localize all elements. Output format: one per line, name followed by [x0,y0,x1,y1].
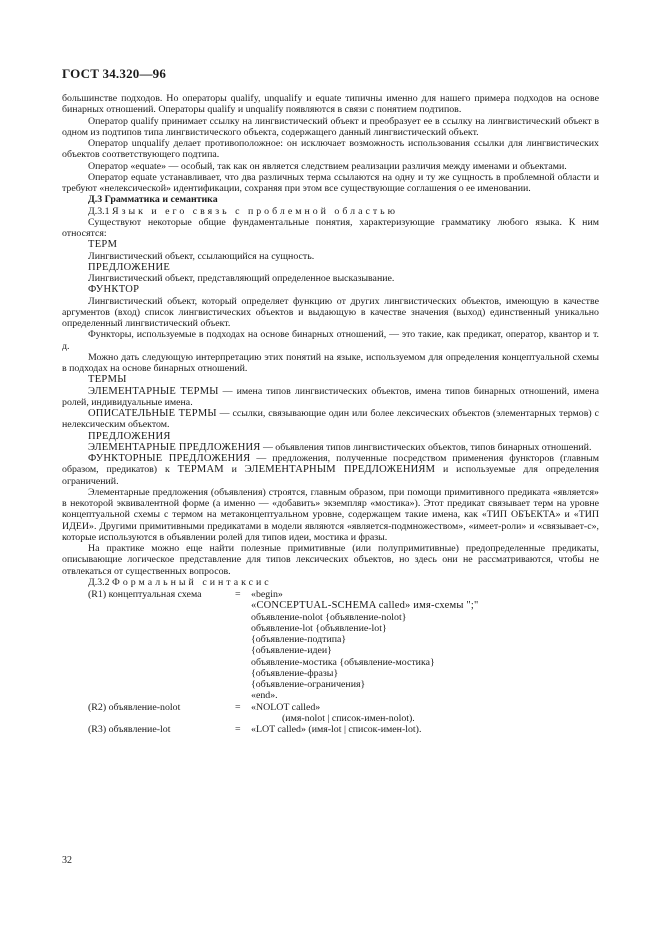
rule-line: объявление-nolot {объявление-nolot} [251,611,407,623]
rule-line: {объявление-фразы} [251,667,339,679]
descriptive-terms [62,408,599,431]
section-title: Язык и его связь с проблемной областью [112,205,399,217]
paragraph: Оператор equate устанавливает, что два различных терма ссылаются на одну и ту же сущность в проблемной области и требуют «нелексической» идентификации, сохраняя при этом все существующие соглашения о ее именовании. [62,171,599,194]
section-number: Д.3 [88,194,103,206]
paragraph: Элементарные предложения (объявления) строятся, главным образом, при помощи примитивного предиката «является» в некоторой эквивалентной форме (а именно — «добавить» экземпляр «мостика»). Этот предикат связывает терм на уровне концептуальной схемы с термом на метаконцептуальном уровне, содержащем такие имена, как «ТИП ОБЪЕКТА» и «ТИП ИДЕИ». Другими примитивными предикатами в модели являются «является-подмножеством», «имеет-роли» и «связывает-с», которые используются в объявлении ролей для типов идеи, мостика и фразы. [62,486,599,543]
grammar-rule-r2 [62,702,599,713]
document-header: ГОСТ 34.320—96 [62,66,167,81]
functor-label: ФУНКТОР [88,284,140,296]
paragraph: Существуют некоторые общие фундаментальные понятия, характеризующие грамматику любого языка. К ним относятся: [62,216,599,239]
section-number: Д.3.2 [88,576,110,588]
definition-symbol: = [235,724,241,735]
grammar-line [62,612,599,623]
term-label: ТЕРМ [88,239,118,251]
grammar-line [62,623,599,634]
descriptive-terms-text: — ссылки, связывающие один или более лексических объектов (элементарных термов) с нелексическим объектом. [62,408,599,431]
rule-line: {объявление-идеи} [251,645,332,657]
rule-line: «LOT called» (имя-lot | список-имен-lot). [251,724,422,735]
definition-symbol: = [235,589,241,600]
functor-sentences-and: и [223,464,245,476]
rule-line: объявление-lot {объявление-lot} [251,622,387,634]
rule-line: «end». [251,690,278,702]
rule-label: (R3) объявление-lot [88,724,171,735]
elementary-sentences-text: — объявления типов лингвистических объектов, типов бинарных отношений. [260,441,592,453]
grammar-line [62,679,599,690]
functor-definition: Лингвистический объект, который определяет функцию от других лингвистических объектов, имеющую в качестве аргументов (вход) список лингвистических объектов и выдающую в качестве значения (выход) единственный уникально определенный лингвистический объект. [62,295,599,329]
elementary-sentences-label: ЭЛЕМЕНТАРНЫЕ ПРЕДЛОЖЕНИЯ [88,441,261,453]
grammar-line [62,668,599,679]
term-definition: Лингвистический объект, ссылающийся на сущность. [88,250,315,262]
functor-sentences-text: — предложения, полученные посредством применения функторов (главным образом, предикатов) к [62,453,599,476]
grammar-rule-r3 [62,724,599,735]
rule-line: (имя-nolot | список-имен-nolot). [282,712,415,724]
grammar-rule-r1 [62,589,599,600]
paragraph: Функторы, используемые в подходах на основе бинарных отношений, — это такие, как предикат, оператор, квантор и т. д. [62,329,599,352]
elementary-terms [62,386,599,409]
terms-label: ТЕРМЫ [88,374,127,386]
rule-line: «CONCEPTUAL-SCHEMA called» имя-схемы ";" [251,600,479,612]
grammar-line [62,600,599,611]
functor-sentences [62,453,599,487]
sentence-label: ПРЕДЛОЖЕНИЕ [88,261,171,273]
page-number: 32 [62,855,72,866]
sentence-definition: Лингвистический объект, представляющий определенное высказывание. [88,273,395,284]
functor-sentences-elem: ЭЛЕМЕНТАРНЫМ ПРЕДЛОЖЕНИЯМ [244,464,436,476]
rule-line: объявление-мостика {объявление-мостика} [251,656,435,668]
paragraph: Оператор qualify принимает ссылку на лингвистический объект и преобразует ее в ссылку на лингвистический объект в одном из подтипов типа лингвистического объекта, содержащего данный лингвистический объект. [62,115,599,138]
elementary-terms-label: ЭЛЕМЕНТАРНЫЕ ТЕРМЫ [88,385,219,397]
grammar-line [62,634,599,645]
grammar-line [62,690,599,701]
paragraph: На практике можно еще найти полезные примитивные (или полупримитивные) предопределенные предикаты, описывающие логическое представление для типов лексических объектов, но здесь они не рассматриваются, чтобы не отвлекаться от существенных вопросов. [62,543,599,577]
rule-line: «NOLOT called» [251,701,321,713]
section-title: Формальный синтаксис [112,576,272,588]
section-title: Грамматика и семантика [104,194,218,206]
functor-sentences-label: ФУНКТОРНЫЕ ПРЕДЛОЖЕНИЯ [88,453,251,464]
sentences-label: ПРЕДЛОЖЕНИЯ [88,430,171,442]
elementary-sentences [62,442,599,453]
rule-line: {объявление-ограничения} [251,679,366,690]
paragraph: большинстве подходов. Но операторы qualify, unqualify и equate типичны именно для нашего примера подходов на основе бинарных отношений. Операторы qualify и unqualify появляются в связи с понятием подтипов. [62,93,599,116]
page-content [62,93,599,735]
section-heading-d31 [62,206,599,217]
section-heading-d3 [62,194,599,205]
descriptive-terms-label: ОПИСАТЕЛЬНЫЕ ТЕРМЫ [88,408,217,419]
rule-label: (R2) объявление-nolot [88,701,181,713]
section-number: Д.3.1 [88,205,110,217]
elementary-terms-text: — имена типов лингвистических объектов, имена типов бинарных отношений, имена ролей, индивидуальные имена. [62,385,599,408]
paragraph: Оператор «equate» — особый, так как он является следствием реализации различия между именами и объектами. [88,160,567,172]
rule-label: (R1) концептуальная схема [88,589,202,600]
rule-line: {объявление-подтипа} [251,634,347,645]
definition-symbol: = [235,701,241,713]
paragraph: Можно дать следующую интерпретацию этих понятий на языке, используемом для определения концептуальной схемы в подходах на основе бинарных отношений. [62,351,599,374]
section-heading-d32 [62,577,599,588]
rule-line: «begin» [251,589,283,600]
grammar-rules [62,589,599,735]
functor-sentences-terms: ТЕРМАМ [177,464,224,476]
grammar-line [62,657,599,668]
paragraph: Оператор unqualify делает противоположное: он исключает возможность использования ссылки для лингвистических объектов соответствующего подтипа. [62,138,599,161]
functor-sentences-text-2: и используемые для определения ограничений. [62,464,599,487]
grammar-line [62,645,599,656]
grammar-line [62,713,599,724]
